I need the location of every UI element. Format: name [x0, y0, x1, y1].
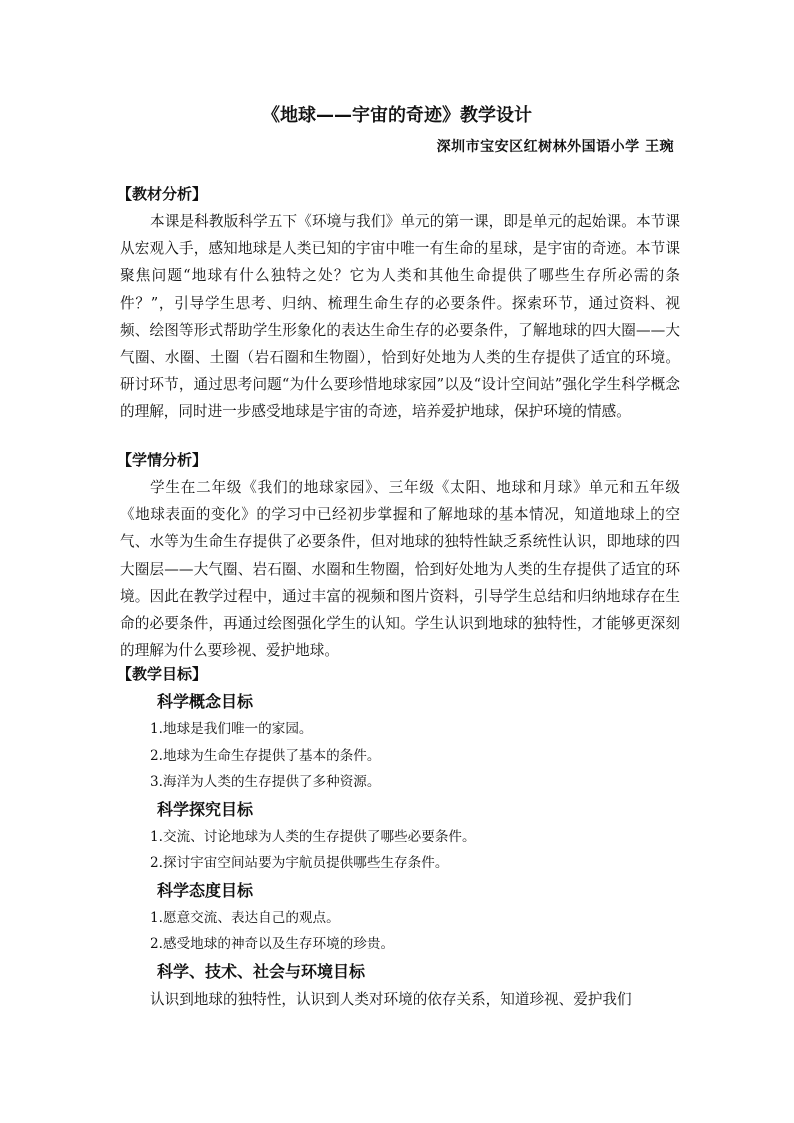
goal-item: 1.地球是我们唯一的家园。 — [150, 721, 313, 737]
section-heading: 【教学目标】 — [117, 665, 208, 683]
goal-subheading: 科学态度目标 — [157, 880, 254, 900]
goal-subheading: 科学、技术、社会与环境目标 — [157, 961, 366, 981]
author-line: 深圳市宝安区红树林外国语小学 王琬 — [436, 139, 674, 155]
goal-subheading: 科学探究目标 — [157, 799, 254, 819]
section-material-analysis — [117, 181, 680, 426]
section-paragraph: 学生在二年级《我们的地球家园》、三年级《太阳、地球和月球》单元和五年级《地球表面的变化》的学习中已经初步掌握和了解地球的基本情况，知道地球上的空气、水等为生命生存提供了必要条件，但对地球的独特性缺乏系统性认识，即地球的四大圈层——大气圈、岩石圈、水圈和生物圈，恰到好处地为人类的生存提供了适宜的环境。因此在教学过程中，通过丰富的视频和图片资料，引导学生总结和归纳地球存在生命的必要条件，再通过绘图强化学生的认知。学生认识到地球的独特性，才能够更深刻的理解为什么要珍视、爱护地球。 — [120, 479, 680, 660]
goal-item: 2.探讨宇宙空间站要为宇航员提供哪些生存条件。 — [150, 855, 449, 871]
goal-group-concept — [120, 688, 680, 796]
section-heading: 【教材分析】 — [117, 185, 208, 203]
goal-paragraph: 认识到地球的独特性，认识到人类对环境的依存关系，知道珍视、爱护我们 — [150, 990, 632, 1008]
goal-subheading: 科学概念目标 — [157, 692, 254, 711]
goal-item: 2.地球为生命生存提供了基本的条件。 — [150, 747, 381, 764]
goal-item: 2.感受地球的神奇以及生存环境的珍贵。 — [150, 936, 395, 952]
goal-group-sts — [120, 958, 680, 1013]
goal-item: 3.海洋为人类的生存提供了多种资源。 — [150, 774, 381, 790]
section-student-analysis — [117, 447, 680, 664]
document-title: 《地球——宇宙的奇迹》教学设计 — [262, 105, 532, 126]
goal-item: 1.愿意交流、表达自己的观点。 — [150, 909, 340, 926]
goal-group-attitude — [120, 877, 680, 958]
section-heading: 【学情分析】 — [117, 451, 208, 469]
goal-item: 1.交流、讨论地球为人类的生存提供了哪些必要条件。 — [150, 828, 476, 845]
section-paragraph: 本课是科教版科学五下《环境与我们》单元的第一课，即是单元的起始课。本节课从宏观入手，感知地球是人类已知的宇宙中唯一有生命的星球，是宇宙的奇迹。本节课聚焦问题“地球有什么独特之处？它为人类和其他生命提供了哪些生存所必需的条件？”，引导学生思考、归纳、梳理生命生存的必要条件。探索环节，通过资料、视频、绘图等形式帮助学生形象化的表达生命生存的必要条件，了解地球的四大圈——大气圈、水圈、土圈（岩石圈和生物圈），恰到好处地为人类的生存提供了适宜的环境。研讨环节，通过思考问题“为什么要珍惜地球家园”以及“设计空间站”强化学生科学概念的理解，同时进一步感受地球是宇宙的奇迹，培养爱护地球，保护环境的情感。 — [120, 213, 680, 421]
goal-group-inquiry — [120, 796, 680, 877]
section-teaching-goals — [117, 661, 680, 1013]
